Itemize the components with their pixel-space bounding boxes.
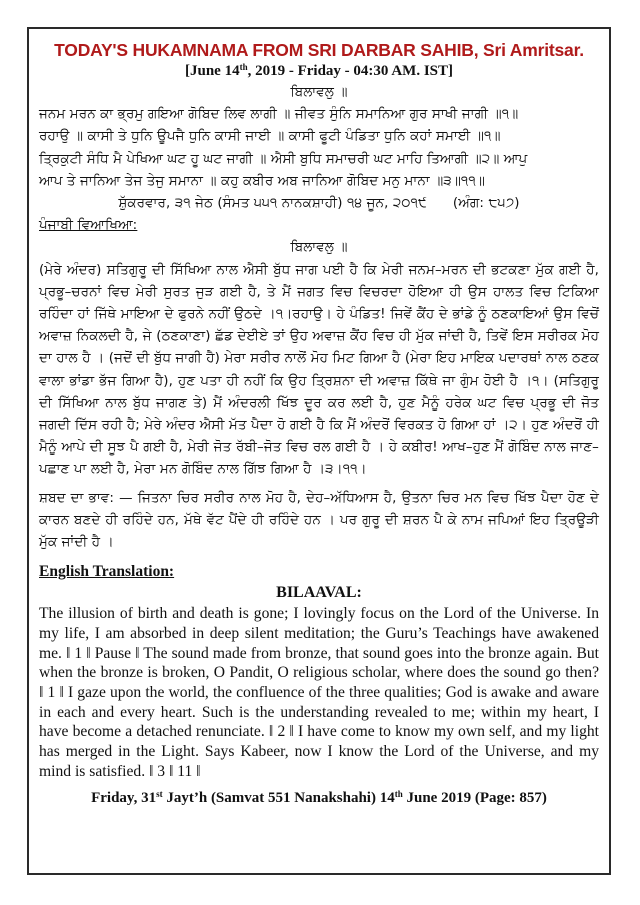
bhav-label: ਸ਼ਬਦ ਦਾ ਭਾਵ:: [39, 490, 114, 506]
shabad-raag: ਬਿਲਾਵਲੁ ॥: [290, 85, 348, 100]
date-line-sup: th: [239, 62, 248, 72]
shabad-line: ਜਨਮ ਮਰਨ ਕਾ ਭ੍ਰਮੁ ਗਇਆ ਗੋਬਿਦ ਲਿਵ ਲਾਗੀ ॥ ਜੀਵਤ ਸੁੰਨਿ ਸਮਾਨਿਆ ਗੁਰ ਸਾਖੀ ਜਾਗੀ ॥੧॥: [39, 107, 519, 123]
page-title-main: TODAY'S HUKAMNAMA FROM SRI DARBAR SAHIB,: [54, 40, 479, 60]
shabad-line: ਤ੍ਰਿਕੁਟੀ ਸੰਧਿ ਮੈ ਪੇਖਿਆ ਘਟ ਹੂ ਘਟ ਜਾਗੀ ॥ ਐਸੀ ਬੁਧਿ ਸਮਾਚਰੀ ਘਟ ਮਾਹਿ ਤਿਆਗੀ ॥੨॥ ਆਪੁ: [39, 151, 528, 167]
ang-number: (ਅੰਗ: ੮੫੭): [452, 196, 520, 212]
vyakhya-raag: ਬਿਲਾਵਲੁ ॥: [290, 240, 348, 256]
shabad-line: ਆਪ ਤੇ ਜਾਨਿਆ ਤੇਜ ਤੇਜੁ ਸਮਾਨਾ ॥ ਕਹੁ ਕਬੀਰ ਅਬ ਜਾਨਿਆ ਗੋਬਿਦ ਮਨੁ ਮਾਨਾ ॥੩॥੧੧॥: [39, 173, 485, 189]
date-line-pre: [June 14: [184, 63, 240, 79]
english-raag: BILAAVAL:: [276, 584, 362, 602]
page-title: [39, 39, 599, 61]
punjabi-explanation: (ਮੇਰੇ ਅੰਦਰ) ਸਤਿਗੁਰੂ ਦੀ ਸਿੱਖਿਆ ਨਾਲ ਐਸੀ ਬੁੱਧ ਜਾਗ ਪਈ ਹੈ ਕਿ ਮੇਰੀ ਜਨਮ–ਮਰਨ ਦੀ ਭਟਕਣਾ ਮੁੱਕ ਗਈ ਹੈ, ਪ੍ਰਭੂ–ਚਰਨਾਂ ਵਿਚ ਮੇਰੀ ਸੁਰਤ ਜੁੜ ਗਈ ਹੈ, ਤੇ ਮੈਂ ਜਗਤ ਵਿਚ ਵਿਚਰਦਾ ਹੋਇਆ ਹੀ ਉਸ ਹਾਲਤ ਵਿਚ ਟਿਕਿਆ ਰਹਿੰਦਾ ਹਾਂ ਜਿੱਥੇ ਮਾਇਆ ਦੇ ਫੁਰਨੇ ਨਹੀਂ ਉਠਦੇ ।੧।ਰਹਾਉ। ਹੇ ਪੰਡਿਤ! ਜਿਵੇਂ ਕੈਂਹ ਦੇ ਭਾਂਡੇ ਨੂੰ ਠਣਕਾਇਆਂ ਉਸ ਵਿਚੋਂ ਅਵਾਜ਼ ਨਿਕਲਦੀ ਹੈ, ਜੇ (ਠਣਕਾਣਾ) ਛੱਡ ਦੇਈਏ ਤਾਂ ਉਹ ਅਵਾਜ਼ ਕੈਂਹ ਵਿਚ ਹੀ ਮੁੱਕ ਜਾਂਦੀ ਹੈ, ਤਿਵੇਂ ਇਸ ਸਰੀਰਕ ਮੋਹ ਦਾ ਹਾਲ ਹੈ । (ਜਦੋਂ ਦੀ ਬੁੱਧ ਜਾਗੀ ਹੈ) ਮੇਰਾ ਸਰੀਰ ਨਾਲੋਂ ਮੋਹ ਮਿਟ ਗਿਆ ਹੈ (ਮੇਰਾ ਇਹ ਮਾਇਕ ਪਦਾਰਥਾਂ ਨਾਲ ਠਣਕ ਵਾਲਾ ਭਾਂਡਾ ਭੱਜ ਗਿਆ ਹੈ), ਹੁਣ ਪਤਾ ਹੀ ਨਹੀਂ ਕਿ ਉਹ ਤ੍ਰਿਸ਼ਨਾ ਦੀ ਅਵਾਜ਼ ਕਿੱਥੇ ਜਾ ਗੁੰਮ ਹੋਈ ਹੈ ।੧। (ਸਤਿਗੁਰੂ ਦੀ ਸਿੱਖਿਆ ਨਾਲ ਬੁੱਧ ਜਾਗਣ ਤੇ) ਮੈਂ ਅੰਦਰਲੀ ਖਿੱਝ ਦੂਰ ਕਰ ਲਈ ਹੈ, ਹੁਣ ਮੈਨੂੰ ਹਰੇਕ ਘਟ ਵਿਚ ਪ੍ਰਭੂ ਦੀ ਜੋਤ ਜਗਦੀ ਦਿੱਸ ਰਹੀ ਹੈ; ਮੇਰੇ ਅੰਦਰ ਐਸੀ ਮੱਤ ਪੈਦਾ ਹੋ ਗਈ ਹੈ ਕਿ ਮੈਂ ਅੰਦਰੋਂ ਵਿਰਕਤ ਹੋ ਗਿਆ ਹਾਂ ।੨। ਹੁਣ ਅੰਦਰੋਂ ਹੀ ਮੈਨੂੰ ਆਪੇ ਦੀ ਸੂਝ ਪੈ ਗਈ ਹੈ, ਮੇਰੀ ਜੋਤ ਰੱਬੀ–ਜੋਤ ਵਿਚ ਰਲ ਗਈ ਹੈ । ਹੇ ਕਬੀਰ! ਆਖ–ਹੁਣ ਮੈਂ ਗੋਬਿੰਦ ਨਾਲ ਜਾਣ–ਪਛਾਣ ਪਾ ਲਈ ਹੈ, ਮੇਰਾ ਮਨ ਗੋਬਿੰਦ ਨਾਲ ਗਿੱਝ ਗਿਆ ਹੈ ।੩।੧੧।: [39, 262, 599, 478]
date-line-post: , 2019 - Friday - 04:30 AM. IST]: [247, 63, 454, 79]
bhav-text: — ਜਿਤਨਾ ਚਿਰ ਸਰੀਰ ਨਾਲ ਮੋਹ ਹੈ, ਦੇਹ–ਅੱਧਿਆਸ ਹੈ, ਉਤਨਾ ਚਿਰ ਮਨ ਵਿਚ ਖਿੱਝ ਪੈਦਾ ਹੋਣ ਦੇ ਕਾਰਨ ਬਣਦੇ ਹੀ ਰਹਿੰਦੇ ਹਨ, ਮੱਥੇ ਵੱਟ ਪੈਂਦੇ ਹੀ ਰਹਿੰਦੇ ਹਨ । ਪਰ ਗੁਰੂ ਦੀ ਸ਼ਰਨ ਪੈ ਕੇ ਨਾਮ ਜਪਿਆਂ ਇਹ ਤ੍ਰਿਊੜੀ ਮੁੱਕ ਜਾਂਦੀ ਹੈ ।: [39, 490, 599, 551]
footer-pre: Friday, 31: [91, 789, 157, 806]
punjabi-date: ਸ਼ੁੱਕਰਵਾਰ, ੩੧ ਜੇਠ (ਸੰਮਤ ੫੫੧ ਨਾਨਕਸ਼ਾਹੀ) ੧੪ ਜੂਨ, ੨੦੧੯: [118, 196, 427, 212]
shabad-bhav: [39, 488, 599, 555]
footer-sup-1: st: [156, 788, 163, 799]
page-title-location: Sri Amritsar.: [478, 40, 584, 60]
english-heading: English Translation:: [39, 563, 175, 581]
hukamnama-page: [27, 27, 611, 875]
footer-post: June 2019 (Page: 857): [402, 789, 547, 806]
punjabi-date-line: [39, 193, 599, 215]
shabad-block: [39, 82, 599, 215]
footer-mid: Jayt’h (Samvat 551 Nanakshahi) 14: [162, 789, 395, 806]
footer-date-line: [39, 788, 599, 808]
footer-sup-2: th: [394, 788, 403, 799]
vyakhya-heading: [39, 215, 599, 237]
date-line: [39, 62, 599, 81]
english-translation: The illusion of birth and death is gone; I lovingly focus on the Lord of the Universe. In my life, I am absorbed in deep silent meditation; the Guru’s Teachings have awakened me. ‖ 1 ‖ Pause ‖ The sound made from bronze, that sound goes into the bronze again. But when the bronze is broken, O Pandit, O religious scholar, where does the sound go then? ‖ 1 ‖ I gaze upon the world, the confluence of the three qualities; God is awake and aware in each and every heart. Such is the understanding revealed to me; within my heart, I have become a detached renunciate. ‖ 2 ‖ I have come to know my own self, and my light has merged in the Light. Says Kabeer, now I know the Lord of the Universe, and my mind is satisfied. ‖ 3 ‖ 11 ‖: [39, 605, 599, 780]
shabad-line: ਰਹਾਉ ॥ ਕਾਸੀ ਤੇ ਧੁਨਿ ਊਪਜੈ ਧੁਨਿ ਕਾਸੀ ਜਾਈ ॥ ਕਾਸੀ ਫੂਟੀ ਪੰਡਿਤਾ ਧੁਨਿ ਕਹਾਂ ਸਮਾਈ ॥੧॥: [39, 129, 501, 145]
vyakhya-heading-text: ਪੰਜਾਬੀ ਵਿਆਖਿਆ:: [39, 218, 138, 234]
